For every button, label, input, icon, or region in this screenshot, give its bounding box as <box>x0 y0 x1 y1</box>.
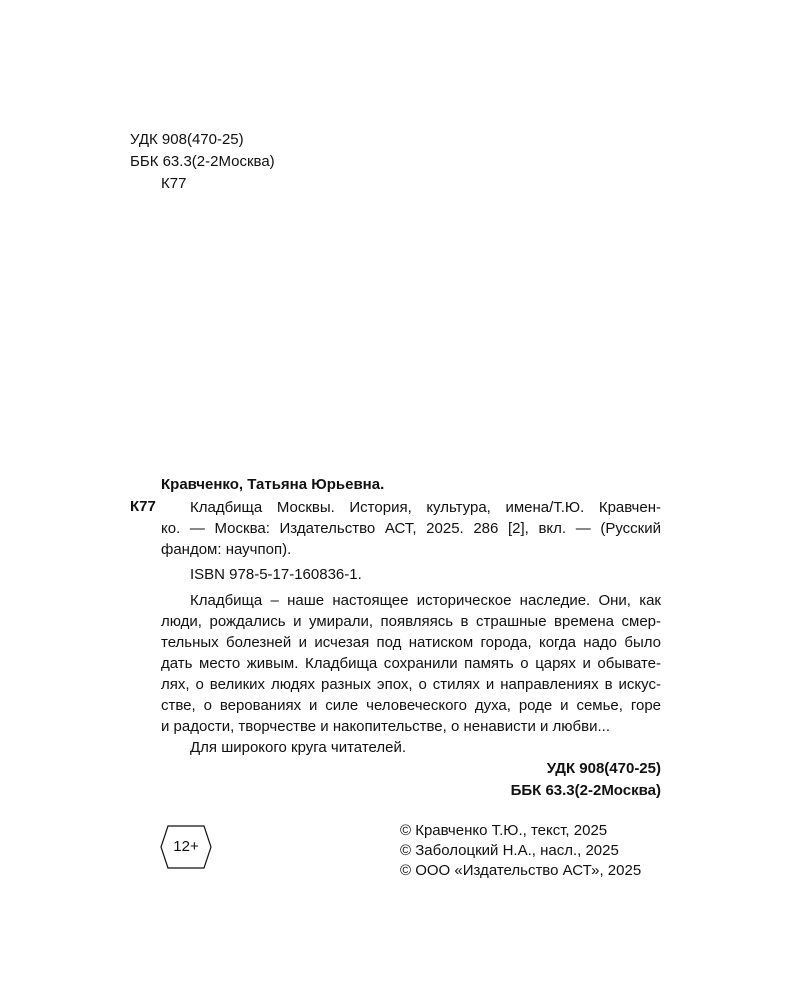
annotation-line: дать место живым. Кладбища сохранили память о царях и обывате- <box>161 655 661 672</box>
annotation-line: люди, рождались и умирали, появляясь в страшные времена смер- <box>161 613 661 630</box>
bib-line: ко. — Москва: Издательство АСТ, 2025. 286 [2], вкл. — (Русский <box>161 520 661 537</box>
header-udk: УДК 908(470-25) <box>130 131 244 148</box>
annotation-line: и радости, творчестве и накопительстве, о ненависти и любви... <box>161 718 610 735</box>
bib-line: фандом: научпоп). <box>161 541 292 558</box>
record-author-sign: К77 <box>130 498 156 515</box>
age-rating-label: 12+ <box>173 838 199 855</box>
annotation-line: лях, о великих людях разных эпох, о стилях и направлениях в искус- <box>161 676 661 693</box>
copyright-line: © Заболоцкий Н.А., насл., 2025 <box>400 842 619 859</box>
bib-line: Кладбища Москвы. История, культура, имена/Т.Ю. Кравчен- <box>190 499 661 516</box>
annotation-line: Кладбища – наше настоящее историческое наследие. Они, как <box>190 592 661 609</box>
record-bbk: ББК 63.3(2-2Москва) <box>510 782 661 799</box>
header-author-sign: К77 <box>161 175 187 192</box>
record-audience: Для широкого круга читателей. <box>190 739 407 756</box>
annotation-line: стве, о верованиях и силе человеческого духа, роде и семье, горе <box>161 697 661 714</box>
age-rating-badge <box>160 824 212 870</box>
header-bbk: ББК 63.3(2-2Москва) <box>130 153 275 170</box>
copyright-line: © Кравченко Т.Ю., текст, 2025 <box>400 822 608 839</box>
copyright-line: © ООО «Издательство АСТ», 2025 <box>400 862 642 879</box>
annotation-line: тельных болезней и исчезая под натиском города, когда надо было <box>161 634 661 651</box>
record-udk: УДК 908(470-25) <box>546 760 661 777</box>
record-author: Кравченко, Татьяна Юрьевна. <box>161 476 385 493</box>
record-isbn: ISBN 978-5-17-160836-1. <box>190 566 362 583</box>
